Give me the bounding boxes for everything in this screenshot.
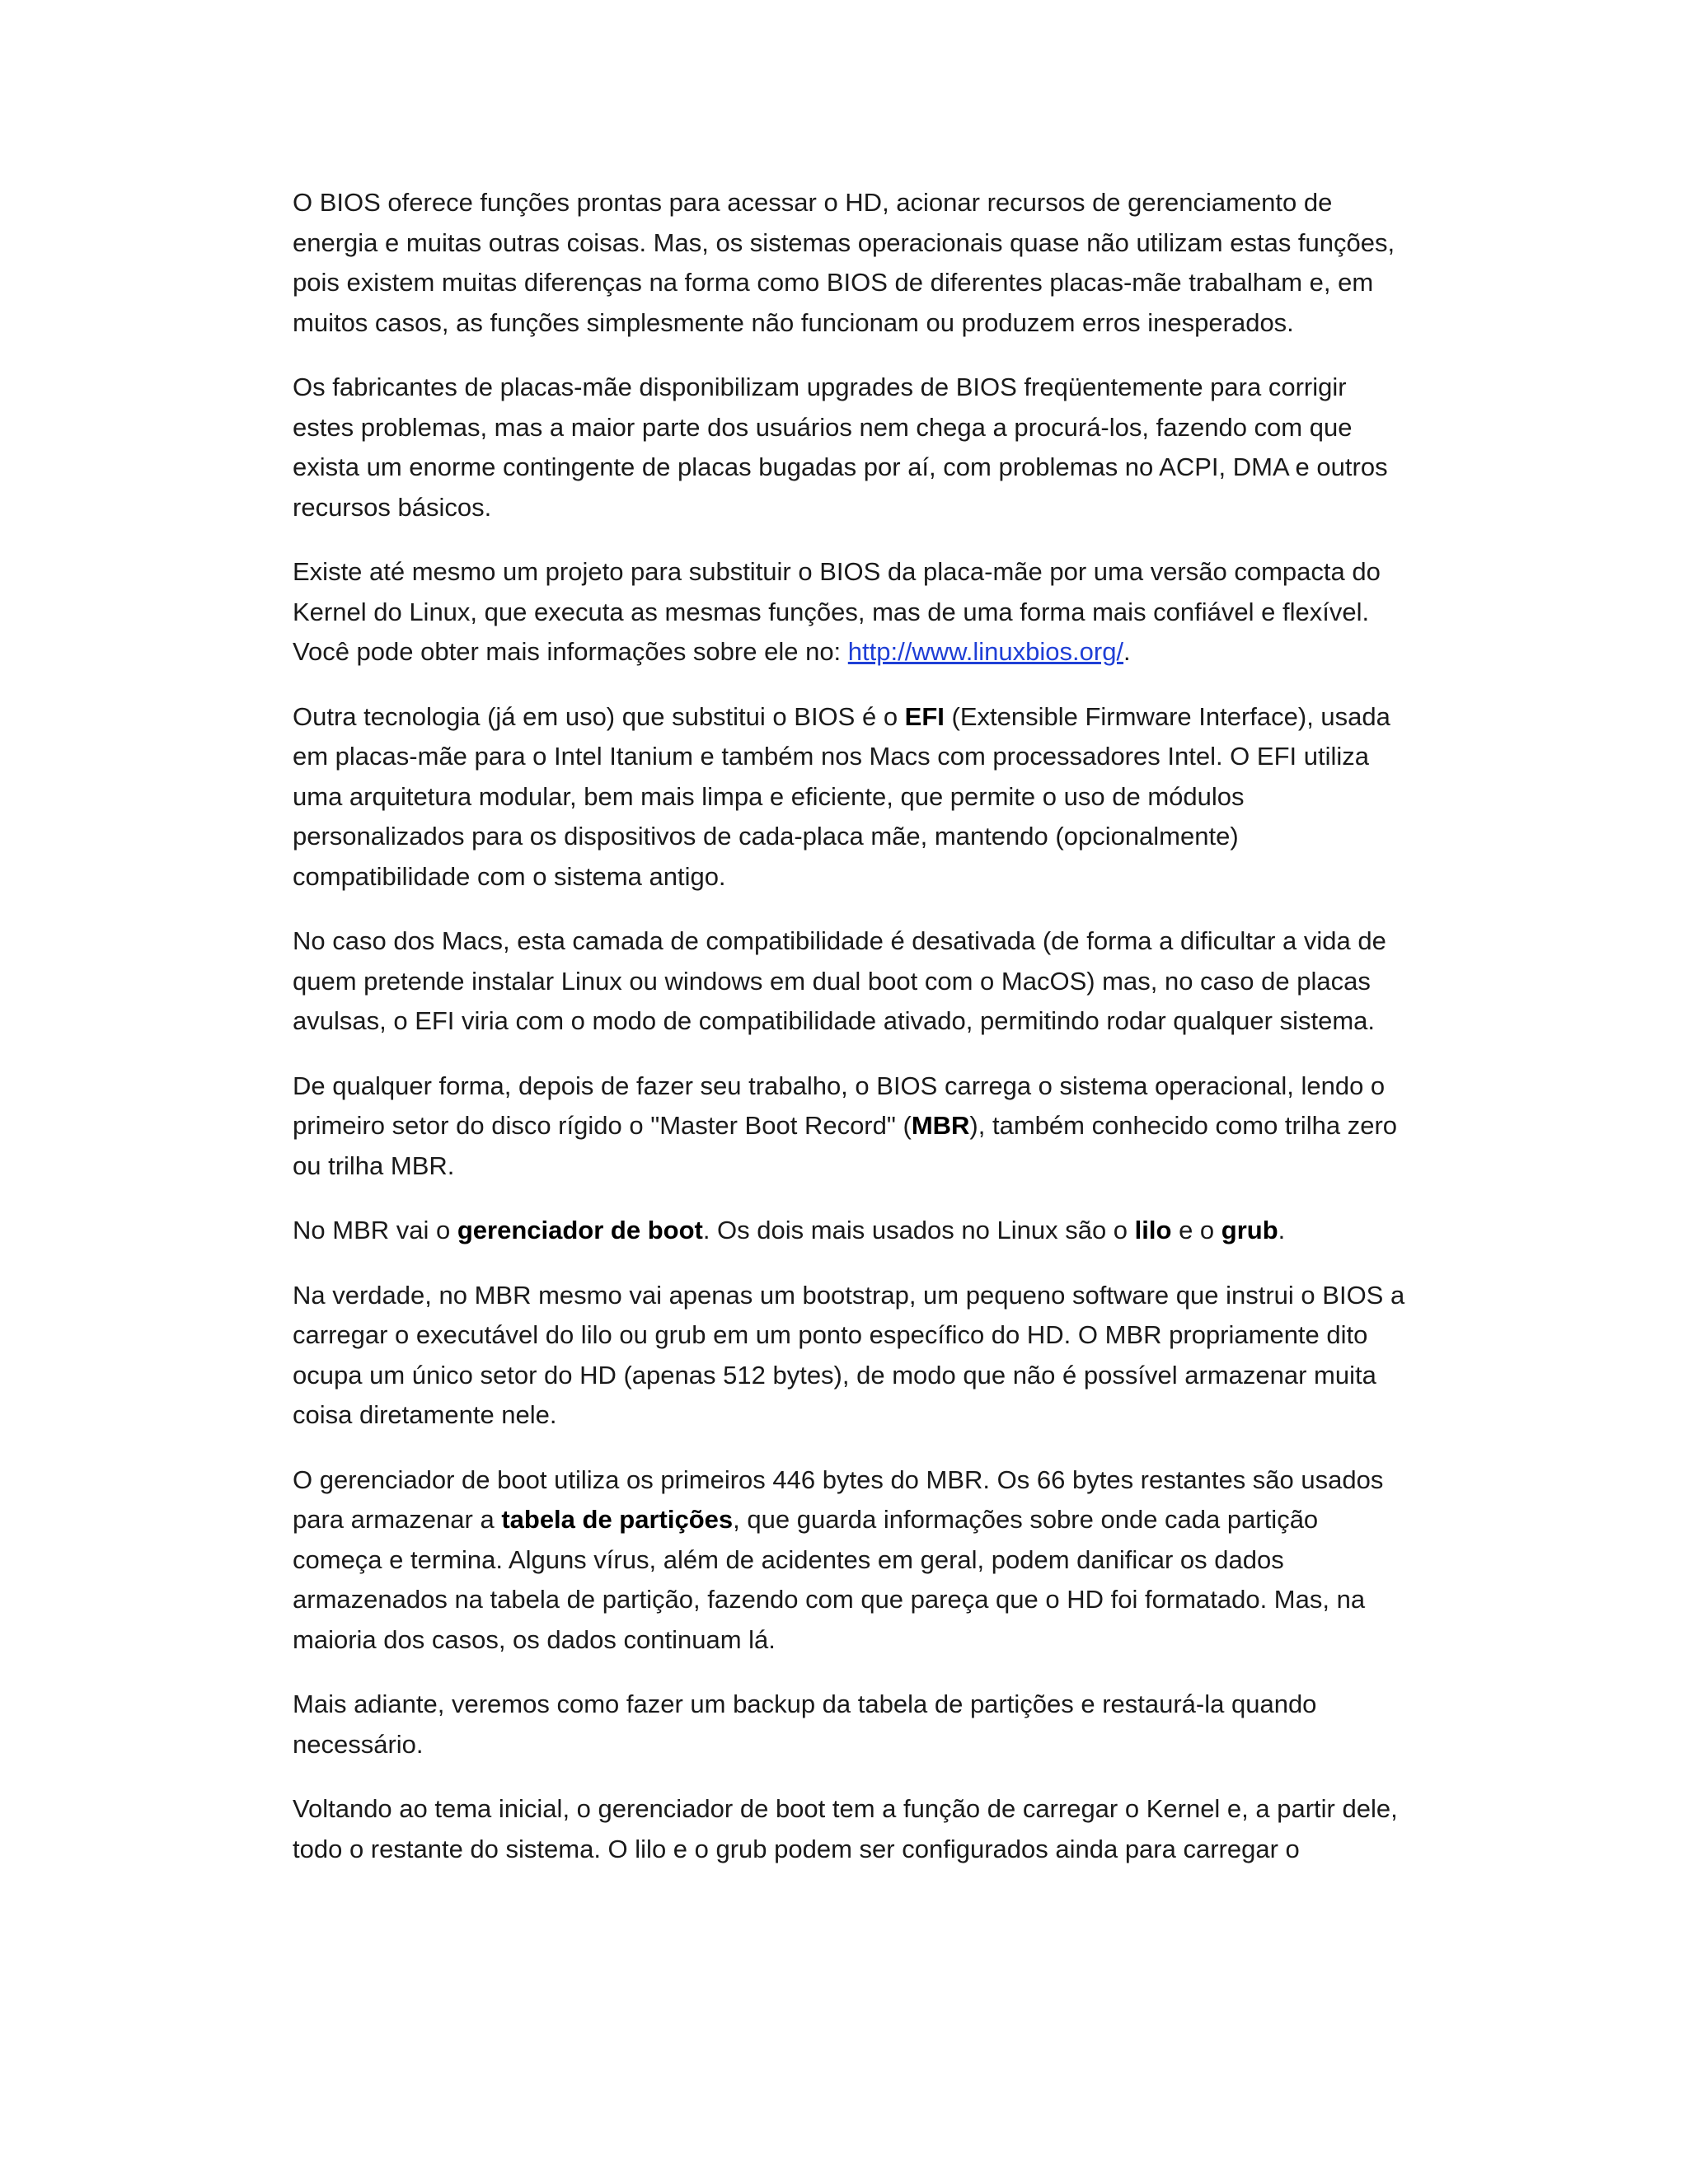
paragraph-text: Na verdade, no MBR mesmo vai apenas um bootstrap, um pequeno software que instrui o BIOS a carregar o executável do lilo ou grub em um ponto específico do HD. O MBR propriamente dito ocupa um único setor do HD (apenas 512 bytes), de modo que não é possível armazenar muita coisa diretamente nele. [293,1280,1405,1429]
paragraph-linuxbios [293,552,1405,673]
paragraph-text: ), também conhecido como trilha zero ou trilha MBR. [293,1111,1398,1180]
paragraph-text: De qualquer forma, depois de fazer seu trabalho, o BIOS carrega o sistema operacional, lendo o primeiro setor do disco rígido o "Master Boot Record" ( [293,1071,1386,1140]
document-page [293,183,1405,1894]
paragraph-text: , que guarda informações sobre onde cada partição começa e termina. Alguns vírus, além de acidentes em geral, podem danificar os dados armazenados na tabela de partição, fazendo com que pareça que o HD foi formatado. Mas, na maioria dos casos, os dados continuam lá. [293,1505,1366,1654]
paragraph-partition-table [293,1460,1405,1661]
paragraph-text: . [1123,637,1131,666]
paragraph-text: Mais adiante, veremos como fazer um backup da tabela de partições e restaurá-la quando necessário. [293,1690,1317,1759]
paragraph-text: . Os dois mais usados no Linux são o [702,1216,1135,1244]
paragraph-text: Outra tecnologia (já em uso) que substitui o BIOS é o [293,701,905,731]
paragraph-bios-functions [293,183,1405,343]
paragraph-text: O BIOS oferece funções prontas para acessar o HD, acionar recursos de gerenciamento de energia e muitas outras coisas. Mas, os sistemas operacionais quase não utilizam estas funções, pois existem muitas diferenças na forma como BIOS de diferentes placas-mãe trabalham e, em muitos casos, as funções simplesmente não funcionam ou produzem erros inesperados. [293,188,1395,337]
paragraph-text: Existe até mesmo um projeto para substituir o BIOS da placa-mãe por uma versão compacta do Kernel do Linux, que executa as mesmas funções, mas de uma forma mais confiável e flexível. Você pode obter mais informações sobre ele no: [293,557,1381,666]
paragraph-mbr [293,1066,1405,1187]
bold-term-boot-manager: gerenciador de boot [457,1216,703,1244]
paragraph-efi [293,697,1405,898]
paragraph-kernel [293,1789,1405,1869]
paragraph-text: No caso dos Macs, esta camada de compatibilidade é desativada (de forma a dificultar a vida de quem pretende instalar Linux ou windows em dual boot com o MacOS) mas, no caso de placas avulsas, o EFI viria com o modo de compatibilidade ativado, permitindo rodar qualquer sistema. [293,926,1386,1035]
paragraph-text: Voltando ao tema inicial, o gerenciador de boot tem a função de carregar o Kernel e, a partir dele, todo o restante do sistema. O lilo e o grub podem ser configurados ainda para carregar o [293,1794,1398,1863]
paragraph-bios-upgrades [293,368,1405,527]
bold-term-lilo: lilo [1134,1216,1172,1244]
linuxbios-link[interactable]: http://www.linuxbios.org/ [847,637,1124,666]
paragraph-text: . [1278,1216,1286,1244]
paragraph-text: O gerenciador de boot utiliza os primeiros 446 bytes do MBR. Os 66 bytes restantes são usados para armazenar a [293,1465,1384,1534]
paragraph-text: Os fabricantes de placas-mãe disponibilizam upgrades de BIOS freqüentemente para corrigir estes problemas, mas a maior parte dos usuários nem chega a procurá-los, fazendo com que exista um enorme contingente de placas bugadas por aí, com problemas no ACPI, DMA e outros recursos básicos. [293,373,1388,522]
bold-term-mbr: MBR [911,1111,970,1140]
paragraph-text: e o [1171,1216,1221,1244]
paragraph-text: No MBR vai o [293,1216,457,1244]
paragraph-boot-manager [293,1211,1405,1251]
paragraph-bootstrap [293,1276,1405,1436]
bold-term-partition-table: tabela de partições [501,1505,734,1534]
paragraph-backup [293,1685,1405,1765]
paragraph-text: (Extensible Firmware Interface), usada em placas-mãe para o Intel Itanium e também nos Macs com processadores Intel. O EFI utiliza uma arquitetura modular, bem mais limpa e eficiente, que permite o uso de módulos personalizados para os dispositivos de cada-placa mãe, mantendo (opcionalmente) compatibilidade com o sistema antigo. [293,701,1390,891]
bold-term-efi: EFI [904,701,945,731]
bold-term-grub: grub [1221,1216,1278,1244]
paragraph-macs [293,921,1405,1042]
